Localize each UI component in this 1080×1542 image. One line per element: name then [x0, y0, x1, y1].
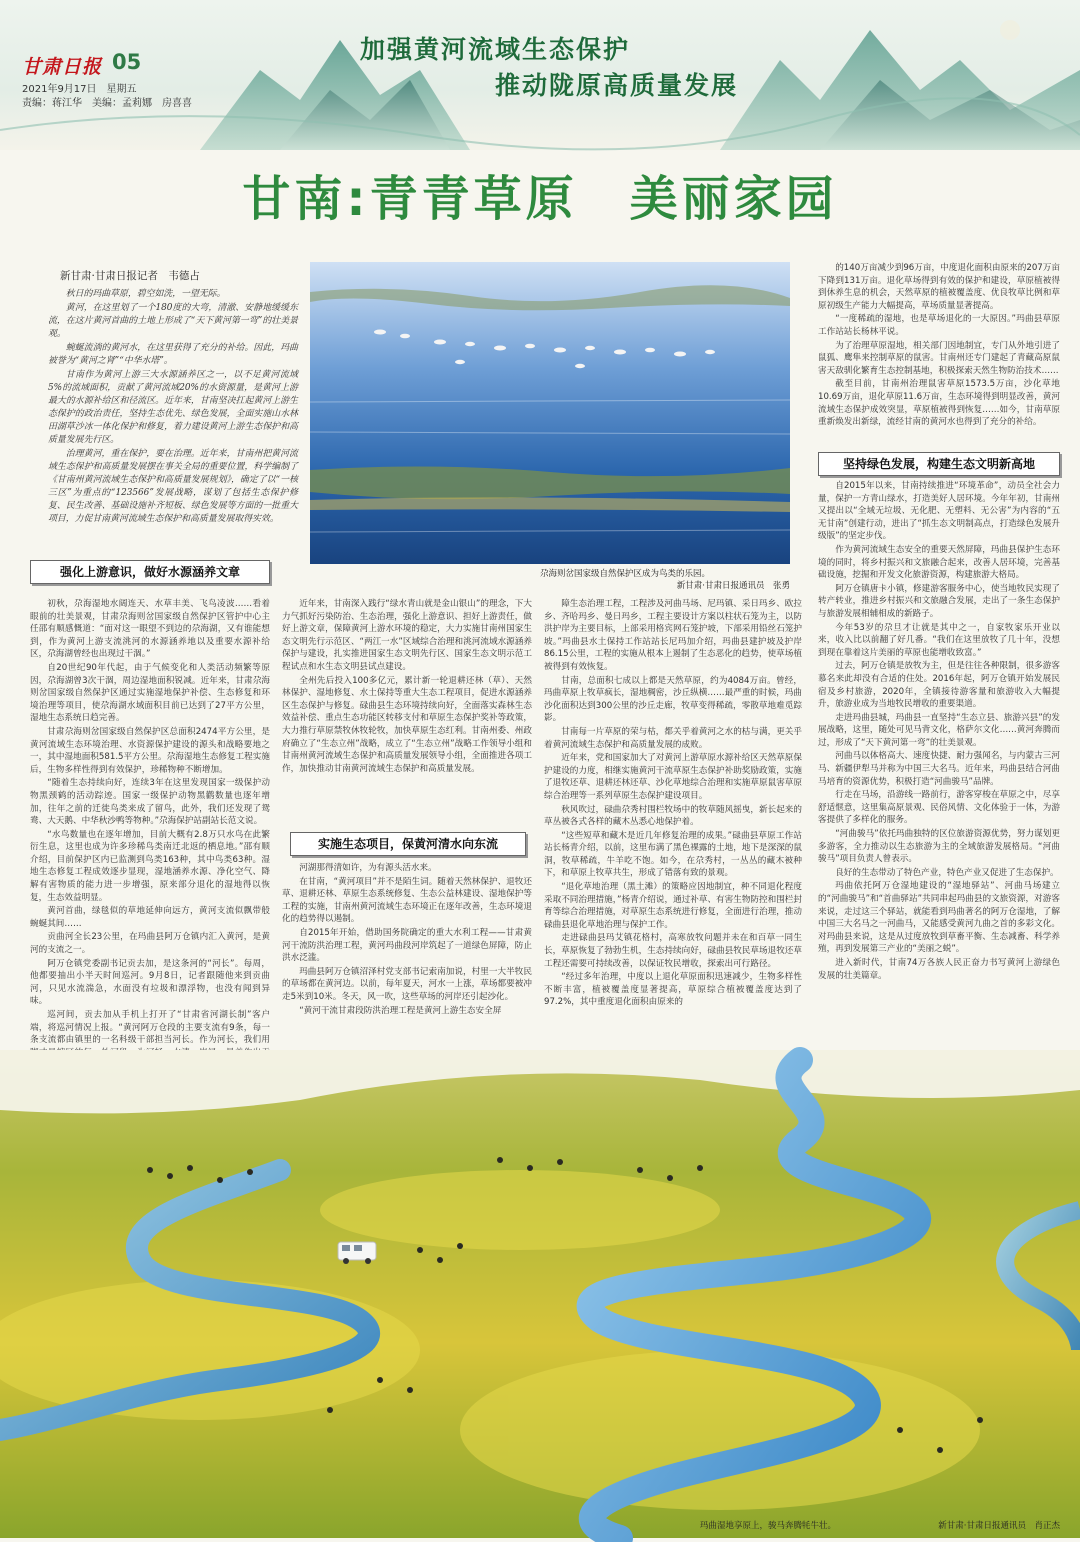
page-headline: 甘南:青青草原 美丽家园	[242, 171, 838, 227]
paragraph: “一度稀疏的湿地，也是草场退化的一大原因。”玛曲县草原工作站站长杨林平说。	[818, 314, 1060, 337]
paragraph: 甘南，总面积七成以上都是天然草原，约为4084万亩。曾经，玛曲草原上牧草疯长，湿地稠密，沙丘纵横……最严重的时候，玛曲沙化面积达到300公里的沙丘走廊，牧草变得稀疏，零散草地难觅踪影。	[544, 675, 802, 724]
article-column-3	[544, 598, 802, 1048]
paragraph: 障生态治理工程，工程涉及河曲马场、尼玛镇、采日玛乡、欧拉乡、齐哈玛乡、曼日玛乡，工程主要设计方案以柱状石笼为主，以防洪护岸为主要目标，上部采用格宾网石笼护坡，下部采用铅丝石笼护坡。”玛曲县水土保持工作站站长尼玛加介绍，玛曲县建护坡及护岸86.15公里，工程的实施从根本上遏制了生态恶化的趋势，使草场植被得到有效恢复。	[544, 599, 802, 672]
paragraph: 阿万仓镇党委副书记贡去加，是这条河的“河长”。每周，他都要抽出小半天时间巡河。9月8日，记者跟随他来到贡曲河，只见水流湍急，水面没有垃圾和漂浮物，也没有闻到异味。	[30, 958, 270, 1007]
lead-paragraph: 蜿蜒流淌的黄河水，在这里获得了充分的补给。因此，玛曲被誉为“黄河之肾”“中华水塔”。	[48, 343, 298, 366]
lake-birds-image	[310, 262, 790, 564]
paragraph: 巡河间，贡去加从手机上打开了“甘肃省河湖长制”客户端，将巡河情况上报。“黄河阿万仓段的主要支流有9条，每一条支流都由镇里的一名科级干部担当河长。作为河长，我们用	[30, 1010, 270, 1046]
paragraph: “河曲骏马”依托玛曲独特的区位旅游资源优势，努力谋划更多游客，全力推动以生态旅游为主的全域旅游发展格局。“河曲骏马”项目负责人曾表示。	[818, 829, 1060, 865]
paragraph: 河曲马以体格高大、速度快捷、耐力强闻名，与内蒙古三河马、新疆伊犁马并称为中国三大名马。近年来，玛曲县结合河曲马培育的资源优势，积极打造“河曲骏马”品牌。	[818, 751, 1060, 787]
paragraph: “这些短草和藏木是近几年修复治理的成果。”碌曲县草原工作站站长杨青介绍，以前，这里布满了黑色裸露的土地，地下是深深的鼠洞，牧草稀疏，牛羊吃不饱。如今，在尕秀村，一丛丛的藏木被种下，和草原上牧草共生，形成了错落有致的景观。	[544, 830, 802, 879]
lead-paragraph: 甘南作为黄河上游三大水源涵养区之一，以不足黄河流域5%的流域面积，贡献了黄河流域20%的水资源量，是黄河上游最大的水源补给区和径流区。近年来，甘南坚决扛起黄河上游生态保护的政治责任，坚持生态优先、绿色发展，全面实施山水林田湖草沙冰一体化保护和修复，着力建设黄河上游生态保护和高质量发展先行区。	[48, 370, 298, 445]
paragraph: “经过多年治理，中度以上退化草原面积迅速减少，生物多样性不断丰富，植被覆盖度显著提高，草原综合植被覆盖度达到了97.2%，其中重度退化面积由原来的	[544, 972, 802, 1008]
spacer-graphic	[335, 1540, 336, 1541]
grassland-river-image	[0, 1050, 1080, 1538]
grassland-river-photo	[0, 1050, 1080, 1538]
paragraph: “黄河干流甘肃段防洪治理工程是黄河上游生态安全屏	[299, 1005, 502, 1016]
paragraph: 阿万仓镇唐卡小镇，修建游客服务中心，使当地牧民实现了转产转业，推进乡村振兴和文旅融合发展，走出了一条生态保护与旅游发展相辅相成的新路子。	[818, 583, 1060, 619]
photo-2-credit: 新甘肃·甘肃日报通讯员 肖正杰	[938, 1521, 1060, 1531]
paragraph: 进入新时代，甘南74万各族人民正奋力书写黄河上游绿色发展的壮美篇章。	[818, 957, 1060, 981]
campervan-on-grassland-icon	[336, 1240, 378, 1266]
paragraph: 初秋，尕海湿地水阔连天、水草丰美、飞鸟凌波……看着眼前的壮美景观，甘肃尕海则岔国家级自然保护区管护中心主任邵有顺感慨道：“面对这一眼望不到边的尕海湖，又有谁能想到，作为黄河上游支流洮河的水源涵养地以及重要水源补给区，尕海湖曾经也出现过干涸。”	[30, 599, 270, 660]
subhead-3: 坚持绿色发展，构建生态文明新高地	[818, 452, 1060, 476]
paragraph: 走进碌曲县玛艾镇花格村，高寒放牧问题并未在和百草一同生长，草原恢复了勃勃生机，生态持续向好，碌曲县牧民草场退牧还草工程还需要可持续改善，以保证牧民增收，探索出可行路径。	[544, 933, 802, 969]
lead-paragraph: 秋日的玛曲草原，碧空如洗，一望无际。	[65, 289, 226, 299]
paragraph: 为了治理草原湿地，相关部门因地制宜，专门从外地引进了鼠狐、鹰隼来控制草原的鼠害。甘南州还专门建起了青藏高原鼠害天敌驯化繁育生态控制基地，积极探索天然生物防治技术……	[818, 340, 1060, 376]
editor-credits: 责编：蒋江华 美编：孟莉娜 房喜喜	[22, 98, 192, 109]
paragraph: 的140万亩减少到96万亩，中度退化面积由原来的207万亩下降到131万亩。退化草场得到有效的保护和建设，草原植被得到休养生息的机会，天然草原的植被覆盖度、优良牧草比例和草原初级生产能力大幅提高，草场质量显著提高。	[818, 263, 1060, 311]
paragraph: 黄河首曲，绿毯似的草地延伸向远方，黄河支流似飘带般蜿蜒其间……	[30, 906, 270, 929]
paragraph: 良好的生态带动了特色产业，特色产业又促进了生态保护。	[835, 867, 1059, 878]
photo-1-credit: 新甘肃·甘肃日报通讯员 张勇	[676, 581, 790, 591]
lead-paragraph: 治理黄河，重在保护，要在治理。近年来，甘南州把黄河流域生态保护和高质量发展摆在事关全局的重要位置，科学编制了《甘南州黄河流域生态保护和高质量发展规划》，确定了以“一核三区”为重点的“123566”发展战略，谋划了包括生态保护修复、民生改善、基础设施补齐短板、绿色发展等方面的一批重大项目，力促甘南黄河流域生态保护和高质量发展取得实效。	[48, 449, 298, 524]
paragraph: 自20世纪90年代起，由于气候变化和人类活动频繁等原因，尕海湖曾3次干涸，周边湿地面积锐减。近年来，甘肃尕海则岔国家级自然保护区通过实施湿地保护补偿、生态修复和环境治理等项目，使尕海湖水域面积目前已达到了27平方公里，湿地生态系统日趋完善。	[30, 662, 270, 724]
paragraph: 近年来，甘南深入践行“绿水青山就是金山银山”的理念，下大力气抓好污染防治、生态治理，强化上游意识、担好上游责任，做好上游文章，保障黄河上游水环境的稳定，大力实施甘南州国家生态文明先行示范区、“两江一水”区域综合治理和洮河流域水源涵养保护与建设，扎实推进国家生态文明先行区、国家生态文明示范工程试点和水生态文明县试点建设。	[282, 599, 532, 672]
paragraph: 自2015年以来，甘南持续推进“环境革命”，动员全社会力量，保护一方青山绿水，打造美好人居环境。今年年初，甘南州又提出以“全域无垃圾、无化肥、无塑料、无公害”为内容的“五无甘南”创建行动，进出了“抓生态文明制高点，打造绿色发展升级版”的坚定步伐。	[818, 481, 1060, 542]
photo-1-caption: 尕海则岔国家级自然保护区成为鸟类的乐园。	[540, 569, 711, 579]
paragraph: “水鸟数量也在逐年增加，目前大概有2.8万只水鸟在此繁衍生息，这里也成为许多珍稀鸟类南迁北返的栖息地。”邵有顺介绍，目前保护区内已监测到鸟类163种，其中鸟类63种。湿地生态修复工程成效逐步显现，湿地涵养水源、净化空气、降解有害物质的能力进一步增强，原来部分退化的湿地得以恢复，生态效益明显。	[30, 829, 270, 903]
subhead-2: 实施生态项目，保黄河清水向东流	[290, 832, 526, 856]
paragraph: 行走在马场，沿游线一路前行，游客穿梭在草原之中，尽享舒适惬意，这里集高原景观、民俗风情、文化体验于一体，为游客提供了多样化的服务。	[818, 790, 1060, 826]
article-column-4b	[818, 480, 1060, 1048]
paragraph: 自2015年开始，借助国务院确定的重大水利工程——甘肃黄河干流防洪治理工程，黄河玛曲段河岸筑起了一道绿色屏障，防止洪水泛滥。	[282, 927, 532, 964]
paragraph: 在甘南，“黄河项目”并不是陌生词。随着天然林保护、退牧还草、退耕还林、草原生态系统修复、生态公益林建设、湿地保护等工程的实施，甘南州黄河流域生态环境正在逐年改善，生态环境退化的趋势得以遏制。	[282, 876, 532, 925]
page-number: 05	[112, 50, 142, 74]
masthead-logo: 甘肃日报	[22, 56, 103, 78]
dateline: 2021年9月17日 星期五	[22, 84, 137, 95]
paragraph: 玛曲依托阿万仓湿地建设的“湿地驿站”、河曲马场建立的“河曲骏马”和“首曲驿站”共同串起玛曲县的文旅资源，对游客来说，走过这三个驿站，就能看到玛曲著名的阿万仓湿地，了解中国三大名马之一河曲马，又能感受黄河九曲之首的多彩文化。对玛曲县来说，这是从过度放牧到草畜平衡、生态减畜、科学养殖，再到发展第三产业的“美丽之蜕”。	[818, 881, 1060, 955]
paragraph: 秋风吹过，碌曲尕秀村围栏牧场中的牧草随风摇曳，新长起来的草丛被各式各样的藏木丛悉心地保护着。	[544, 804, 802, 828]
paragraph: 作为黄河流域生态安全的重要天然屏障，玛曲县保护生态环境的同时，将乡村振兴和文旅融合起来，改善人居环境，完善基础设施，挖掘和开发文化旅游资源，构建旅游大格局。	[818, 544, 1060, 581]
byline: 新甘肃·甘肃日报记者 韦德占	[60, 270, 200, 282]
paragraph: 甘南每一片草原的荣与枯，都关乎着黄河之水的枯与满，更关乎着黄河流域生态保护和高质量发展的成败。	[544, 726, 802, 750]
paragraph: “随着生态持续向好，连续3年在这里发现国家一级保护动物黑颈鹤的活动踪迹。国家一级保护动物黑鹳数量也逐年增加，往年之前的迁徙鸟类来成了留鸟，此外，我们还发现了鸳鸯、大天鹅、中华秋沙鸭等物种。”尕海保护站副站长范文说。	[30, 778, 270, 827]
paragraph: “退化草地治理（黑土滩）的策略应因地制宜，种不同退化程度采取不同治理措施，”杨青介绍说，通过补草、有害生物防控和围栏封育等综合治理措施，对草原生态系统进行修复，全面进行治理，推动碌曲县退化草地治理与保护工作。	[544, 882, 802, 930]
paragraph: 近年来，党和国家加大了对黄河上游草原水源补给区天然草原保护建设的力度，相继实施黄河干流草原生态保护补助奖励政策，实施了退牧还草、退耕还林还草、沙化草地综合治理和实施草原鼠害草原综合治理等一系列草原生态保护建设项目。	[544, 753, 802, 801]
paragraph: 玛曲县阿万仓镇沼泽村党支部书记索南加说，村里一大半牧民的草场都在黄河边。以前，每年夏天，河水一上涨，草场都要被冲走5米到10米。冬天，风一吹，这些草场的河岸还引起沙化。	[282, 966, 532, 1002]
paragraph: 今年53岁的尕旦才让就是其中之一，自家牧家乐开业以来，收入比以前翻了好几番。“我们在这里放牧了几十年，没想到现在靠着这片美丽的草原也能增收致富。”	[818, 622, 1060, 658]
article-column-1	[30, 598, 270, 1048]
paragraph: 全州先后投入100多亿元，累计新一轮退耕还林（草）、天然林保护、湿地修复、水土保持等重大生态工程项目，促进水源涵养区生态保护与修复。碌曲县生态环境持续向好，全面落实森林生态效益补偿、重点生态功能区转移支付和草原生态保护奖补等政策，大力推行草原禁牧休牧轮牧，加快草原生态红利。甘南州委、州政府确立了“生态立州”战略，成立了“生态立州”战略工作领导小组和甘南州黄河流域生态保护和高质量发展领导小组，全面推进各项工作，加快推动甘南黄河流域生态保护和高质量发展。	[282, 675, 532, 774]
paragraph: 贡曲河全长23公里，在玛曲县阿万仓镇内汇入黄河，是黄河的支流之一。	[30, 932, 270, 956]
section-theme-line-1: 加强黄河流域生态保护	[360, 35, 631, 64]
subhead-1: 强化上游意识，做好水源涵养文章	[30, 560, 270, 584]
photo-2-caption: 玛曲湿地享原上，骏马奔腾牦牛壮。	[700, 1521, 837, 1531]
lead-paragraphs	[48, 288, 298, 540]
paragraph: 过去，阿万仓镇是放牧为主，但是往往各种限制，很多游客慕名来此却没有合适的住处。2016年起，阿万仓镇开始发展民宿及乡村旅游，2020年，全镇接待游客量和旅游收入大幅提升，旅游业成为当地牧民增收的重要渠道。	[818, 661, 1060, 710]
article-column-2a	[282, 598, 532, 826]
lake-photo	[310, 262, 790, 564]
lead-paragraph: 黄河，在这里划了一个180度的大弯，清澈、安静地缓缓东流，在这片黄河首曲的土地上形成了“天下黄河第一弯”的壮美景观。	[48, 303, 298, 339]
section-theme-line-2: 推动陇原高质量发展	[495, 71, 739, 100]
paragraph: 走进玛曲县城，玛曲县一直坚持“生态立县、旅游兴县”的发展战略，这里，随处可见马背文化，格萨尔文化……黄河奔腾而过，形成了“天下黄河第一弯”的壮美景观。	[818, 712, 1060, 748]
article-column-2b	[282, 862, 532, 1048]
paragraph: 河湖那得清如许，为有源头活水来。	[299, 863, 437, 873]
paragraph: 截至目前，甘南州治理鼠害草原1573.5万亩，沙化草地10.69万亩，退化草原11.6万亩，生态环境得到明显改善，黄河流域生态保护成效突显，草原植被得到恢复……如今，甘南草原重新焕发出新绿，流经甘南的黄河水也得到了充分的补给。	[818, 379, 1060, 428]
paragraph: 甘肃尕海则岔国家级自然保护区总面积2474平方公里，是黄河流域生态环境治理、水资源保护建设的源头和战略要地之一，其中湿地面积581.5平方公里。尕海湿地生态修复工程实施后，生物多样性得到有效保护，珍稀物种不断增加。	[30, 726, 270, 775]
page-header	[0, 0, 1080, 150]
